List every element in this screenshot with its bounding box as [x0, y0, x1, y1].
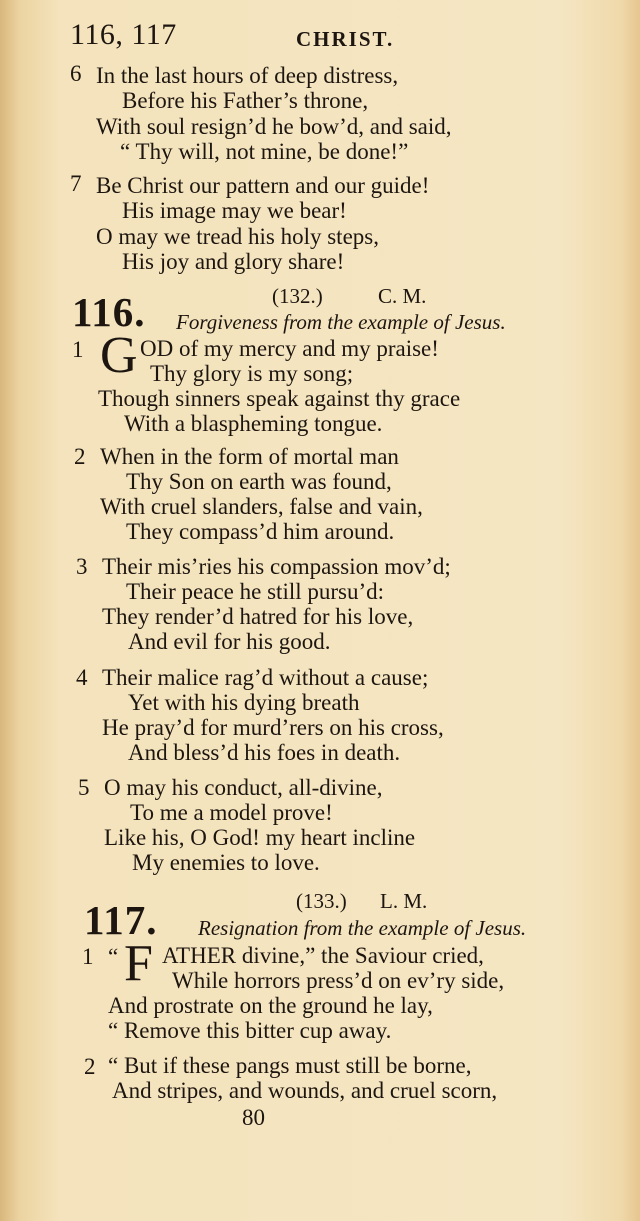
- verse-line: They render’d hatred for his love,: [102, 604, 414, 629]
- verse-line: With a blaspheming tongue.: [124, 411, 383, 436]
- verse-line: They compass’d him around.: [126, 519, 395, 544]
- verse-line: Thy glory is my song;: [150, 361, 354, 386]
- verse-line: And evil for his good.: [128, 629, 331, 654]
- verse-line: He pray’d for murd’rers on his cross,: [102, 715, 444, 740]
- verse-line: ATHER divine,” the Saviour cried,: [162, 943, 484, 968]
- verse-number: 1: [72, 337, 84, 362]
- hymn-meter: L. M.: [380, 889, 428, 913]
- hymn-number: 117.: [84, 897, 158, 943]
- verse-line: Before his Father’s throne,: [122, 88, 369, 113]
- hymn-reference: (133.): [296, 889, 347, 913]
- verse-line: My enemies to love.: [132, 850, 320, 875]
- hymn-subtitle: Resignation from the example of Jesus.: [198, 916, 527, 940]
- verse-line: And stripes, and wounds, and cruel scorn,: [112, 1078, 498, 1103]
- verse-line: While horrors press’d on ev’ry side,: [172, 968, 505, 993]
- verse-line: With soul resign’d he bow’d, and said,: [96, 114, 452, 139]
- verse-line: In the last hours of deep distress,: [96, 63, 399, 88]
- verse-number: 2: [74, 444, 86, 469]
- verse-number: 2: [84, 1054, 96, 1079]
- header-hymn-range: 116, 117: [70, 18, 177, 51]
- drop-cap: F: [124, 935, 153, 992]
- verse-line: Like his, O God! my heart incline: [104, 825, 416, 850]
- verse-line: Their mis’ries his compassion mov’d;: [102, 554, 451, 579]
- verse-line: Their peace he still pursu’d:: [126, 579, 385, 604]
- verse-line: Though sinners speak against thy grace: [98, 386, 461, 411]
- verse-line: “ Remove this bitter cup away.: [108, 1018, 392, 1043]
- hymn-meter: C. M.: [378, 284, 427, 308]
- verse-line: Their malice rag’d without a cause;: [102, 665, 429, 690]
- verse-line: With cruel slanders, false and vain,: [100, 494, 423, 519]
- verse-line: OD of my mercy and my praise!: [140, 336, 439, 361]
- verse-line: Yet with his dying breath: [128, 690, 360, 715]
- hymn-number: 116.: [72, 289, 146, 335]
- verse-line: “ Thy will, not mine, be done!”: [120, 139, 409, 164]
- verse-line: His joy and glory share!: [122, 249, 345, 274]
- verse-line: And bless’d his foes in death.: [128, 740, 401, 765]
- verse-line: O may we tread his holy steps,: [96, 224, 379, 249]
- hymn-reference: (132.): [272, 284, 323, 308]
- verse-number: 3: [76, 554, 88, 579]
- verse-number: 4: [76, 665, 88, 690]
- header-section-title: CHRIST.: [296, 27, 395, 51]
- verse-line: Be Christ our pattern and our guide!: [96, 173, 430, 198]
- verse-line: “ But if these pangs must still be borne,: [108, 1053, 472, 1078]
- hymn-subtitle: Forgiveness from the example of Jesus.: [176, 310, 506, 334]
- drop-cap: G: [100, 327, 138, 384]
- verse-line: Thy Son on earth was found,: [126, 469, 392, 494]
- verse-line: O may his conduct, all-divine,: [104, 775, 383, 800]
- verse-number: 5: [78, 775, 90, 800]
- verse-line: To me a model prove!: [130, 800, 333, 825]
- open-quote: “: [108, 944, 119, 969]
- verse-number: 6: [70, 61, 82, 86]
- verse-number: 1: [82, 944, 94, 969]
- verse-number: 7: [70, 171, 82, 196]
- page-number: 80: [242, 1105, 265, 1130]
- verse-line: And prostrate on the ground he lay,: [108, 993, 433, 1018]
- verse-line: His image may we bear!: [122, 198, 347, 223]
- verse-line: When in the form of mortal man: [100, 444, 399, 469]
